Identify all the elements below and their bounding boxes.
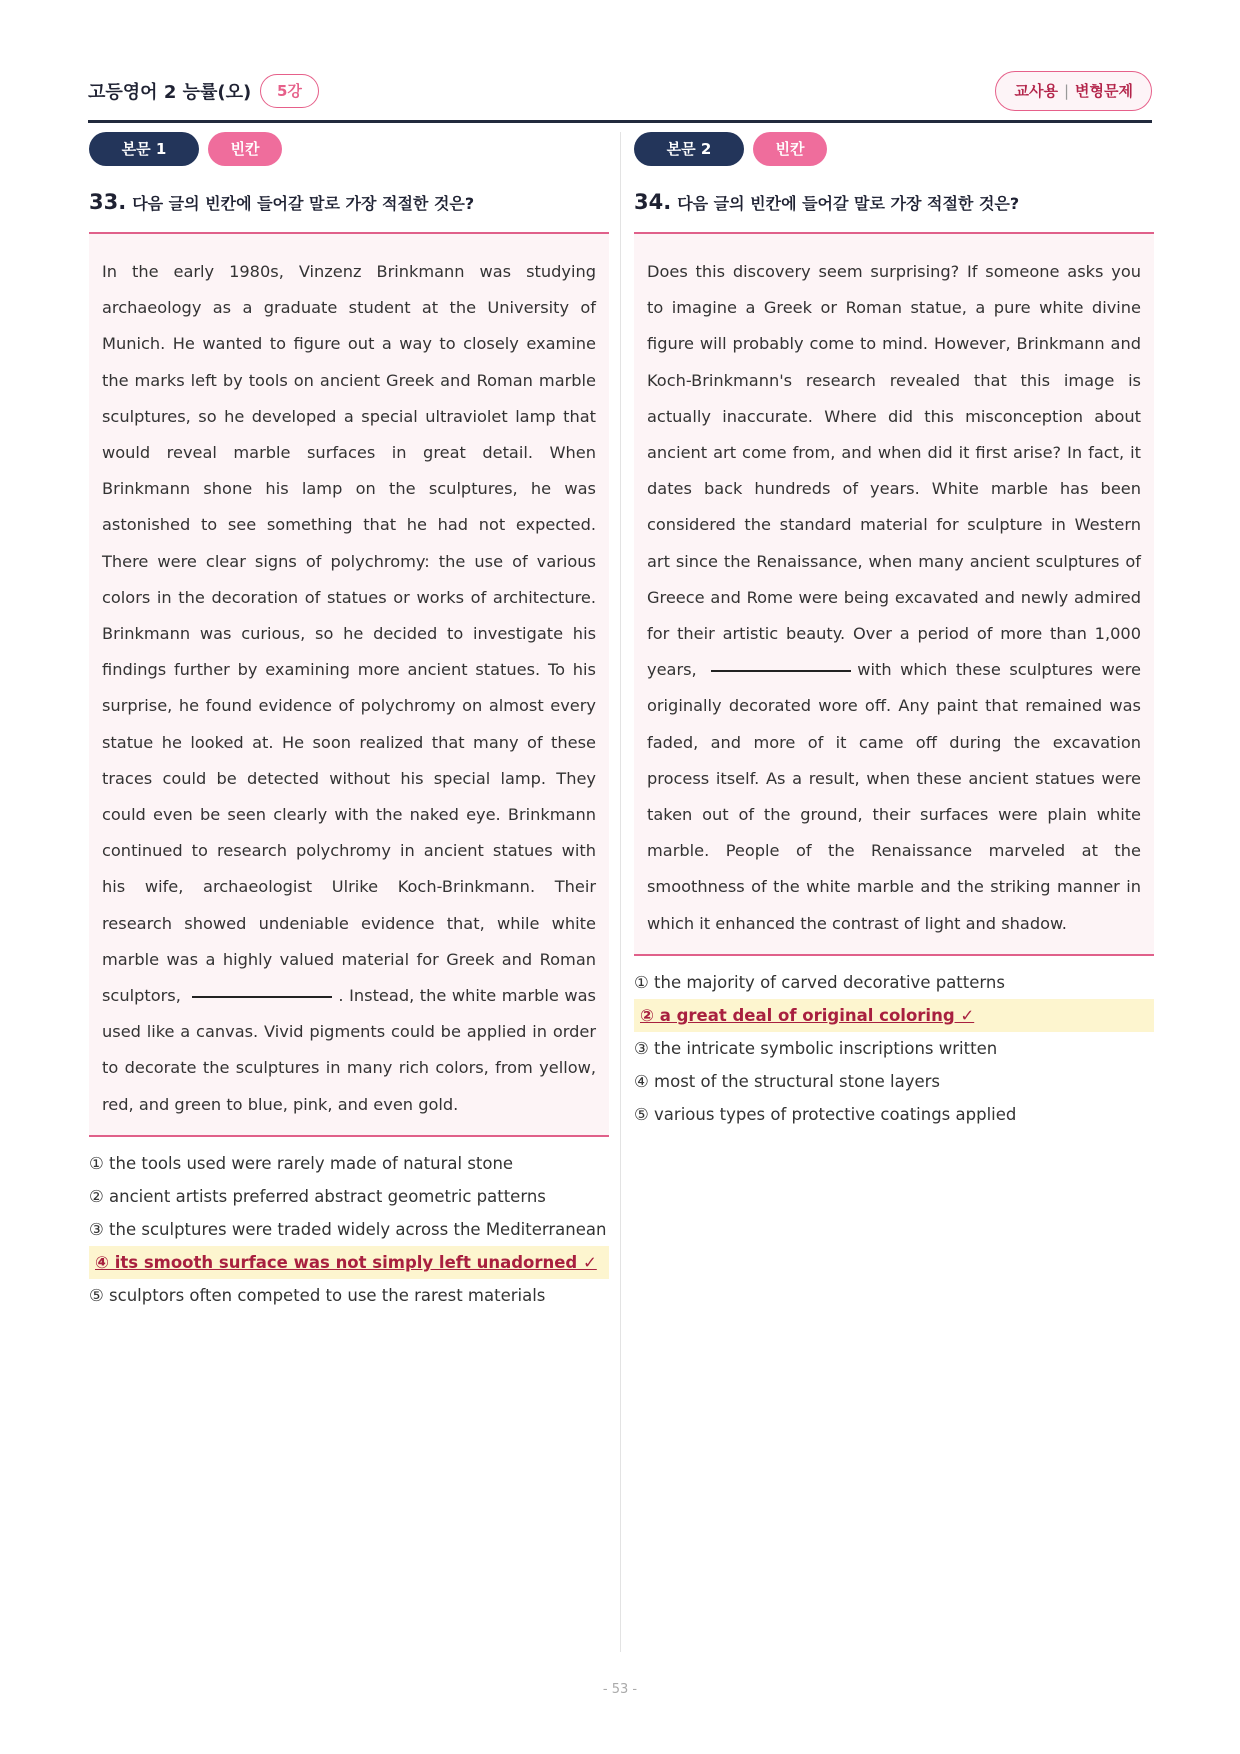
blank-line — [192, 996, 332, 998]
role-label: 교사용 — [1014, 82, 1058, 100]
type-tag: 빈칸 — [208, 132, 282, 166]
passage-text-after: with which these sculptures were originally decorated wore off. Any paint that remained was faded, and more of it came off during the excavation process itself. As a result, when these ancient statues were taken out of the ground, their surfaces were plain white marble. People of the Renaissance marveled at the smoothness of the white marble and the striking manner in which it enhanced the contrast of light and shadow. — [647, 660, 1141, 933]
passage-box — [634, 234, 1154, 956]
option-2-correct[interactable]: ② a great deal of original coloring ✓ — [634, 999, 1154, 1032]
book-title: 고등영어 2 능률(오) — [88, 82, 252, 103]
question-number: 34. — [634, 190, 672, 214]
option-3[interactable]: ③ the sculptures were traded widely across the Mediterranean — [89, 1219, 607, 1239]
passage-text-before: In the early 1980s, Vinzenz Brinkmann was studying archaeology as a graduate student at the University of Munich. He wanted to figure out a way to closely examine the marks left by tools on ancient Greek and Roman marble sculptures, so he developed a special ultraviolet lamp that would reveal marble surfaces in great detail. When Brinkmann shone his lamp on the sculptures, he was astonished to see something that he had not expected. There were clear signs of polychromy: the use of various colors in the decoration of statues or works of architecture. Brinkmann was curious, so he decided to investigate his findings further by examining more ancient statues. To his surprise, he found evidence of polychromy on almost every statue he looked at. He soon realized that many of these traces could be detected without his special lamp. They could even be seen clearly with the naked eye. Brinkmann continued to research polychromy in ancient statues with his wife, archaeologist Ulrike Koch-Brinkmann. Their research showed undeniable evidence that, while white marble was a highly valued material for Greek and Roman sculptors, — [102, 262, 596, 1006]
blank-line — [711, 670, 851, 672]
option-1[interactable]: ① the tools used were rarely made of natural stone — [89, 1153, 514, 1173]
passage-tag: 본문 1 — [89, 132, 199, 166]
answer-options — [634, 966, 1154, 1131]
option-3[interactable]: ③ the intricate symbolic inscriptions written — [634, 1038, 998, 1058]
type-tag: 빈칸 — [753, 132, 827, 166]
passage-text-after: . Instead, the white marble was used like a canvas. Vivid pigments could be applied in order to decorate the sculptures in many rich colors, from yellow, red, and green to blue, pink, and even gold. — [102, 986, 596, 1114]
lesson-badge: 5강 — [260, 74, 319, 108]
option-5[interactable]: ⑤ sculptors often competed to use the rarest materials — [89, 1285, 546, 1305]
question-title — [89, 190, 609, 234]
passage-box — [89, 234, 609, 1137]
question-number: 33. — [89, 190, 127, 214]
passage-tag: 본문 2 — [634, 132, 744, 166]
left-column — [89, 132, 609, 1312]
option-1[interactable]: ① the majority of carved decorative patterns — [634, 972, 1005, 992]
teacher-badge: 교사용 | 변형문제 — [995, 71, 1152, 111]
column-divider — [620, 132, 621, 1652]
page-header — [88, 72, 1152, 123]
right-tags — [634, 132, 1154, 168]
option-4-correct[interactable]: ④ its smooth surface was not simply left unadorned ✓ — [89, 1246, 609, 1279]
option-4[interactable]: ④ most of the structural stone layers — [634, 1071, 941, 1091]
question-text: 다음 글의 빈칸에 들어갈 말로 가장 적절한 것은? — [677, 194, 1020, 213]
question-text: 다음 글의 빈칸에 들어갈 말로 가장 적절한 것은? — [132, 194, 475, 213]
type-label: 변형문제 — [1075, 82, 1133, 100]
passage-text-before: Does this discovery seem surprising? If someone asks you to imagine a Greek or Roman statue, a pure white divine figure will probably come to mind. However, Brinkmann and Koch-Brinkmann's research revealed that this image is actually inaccurate. Where did this misconception about ancient art come from, and when did it first arise? In fact, it dates back hundreds of years. White marble has been considered the standard material for sculpture in Western art since the Renaissance, when many ancient sculptures of Greece and Rome were being excavated and newly admired for their artistic beauty. Over a period of more than 1,000 years, — [647, 262, 1141, 680]
option-5[interactable]: ⑤ various types of protective coatings applied — [634, 1104, 1017, 1124]
question-title — [634, 190, 1154, 234]
left-tags — [89, 132, 609, 168]
page-number: - 53 - — [602, 1682, 638, 1697]
answer-options — [89, 1147, 609, 1312]
option-2[interactable]: ② ancient artists preferred abstract geometric patterns — [89, 1186, 546, 1206]
right-column — [634, 132, 1154, 1131]
